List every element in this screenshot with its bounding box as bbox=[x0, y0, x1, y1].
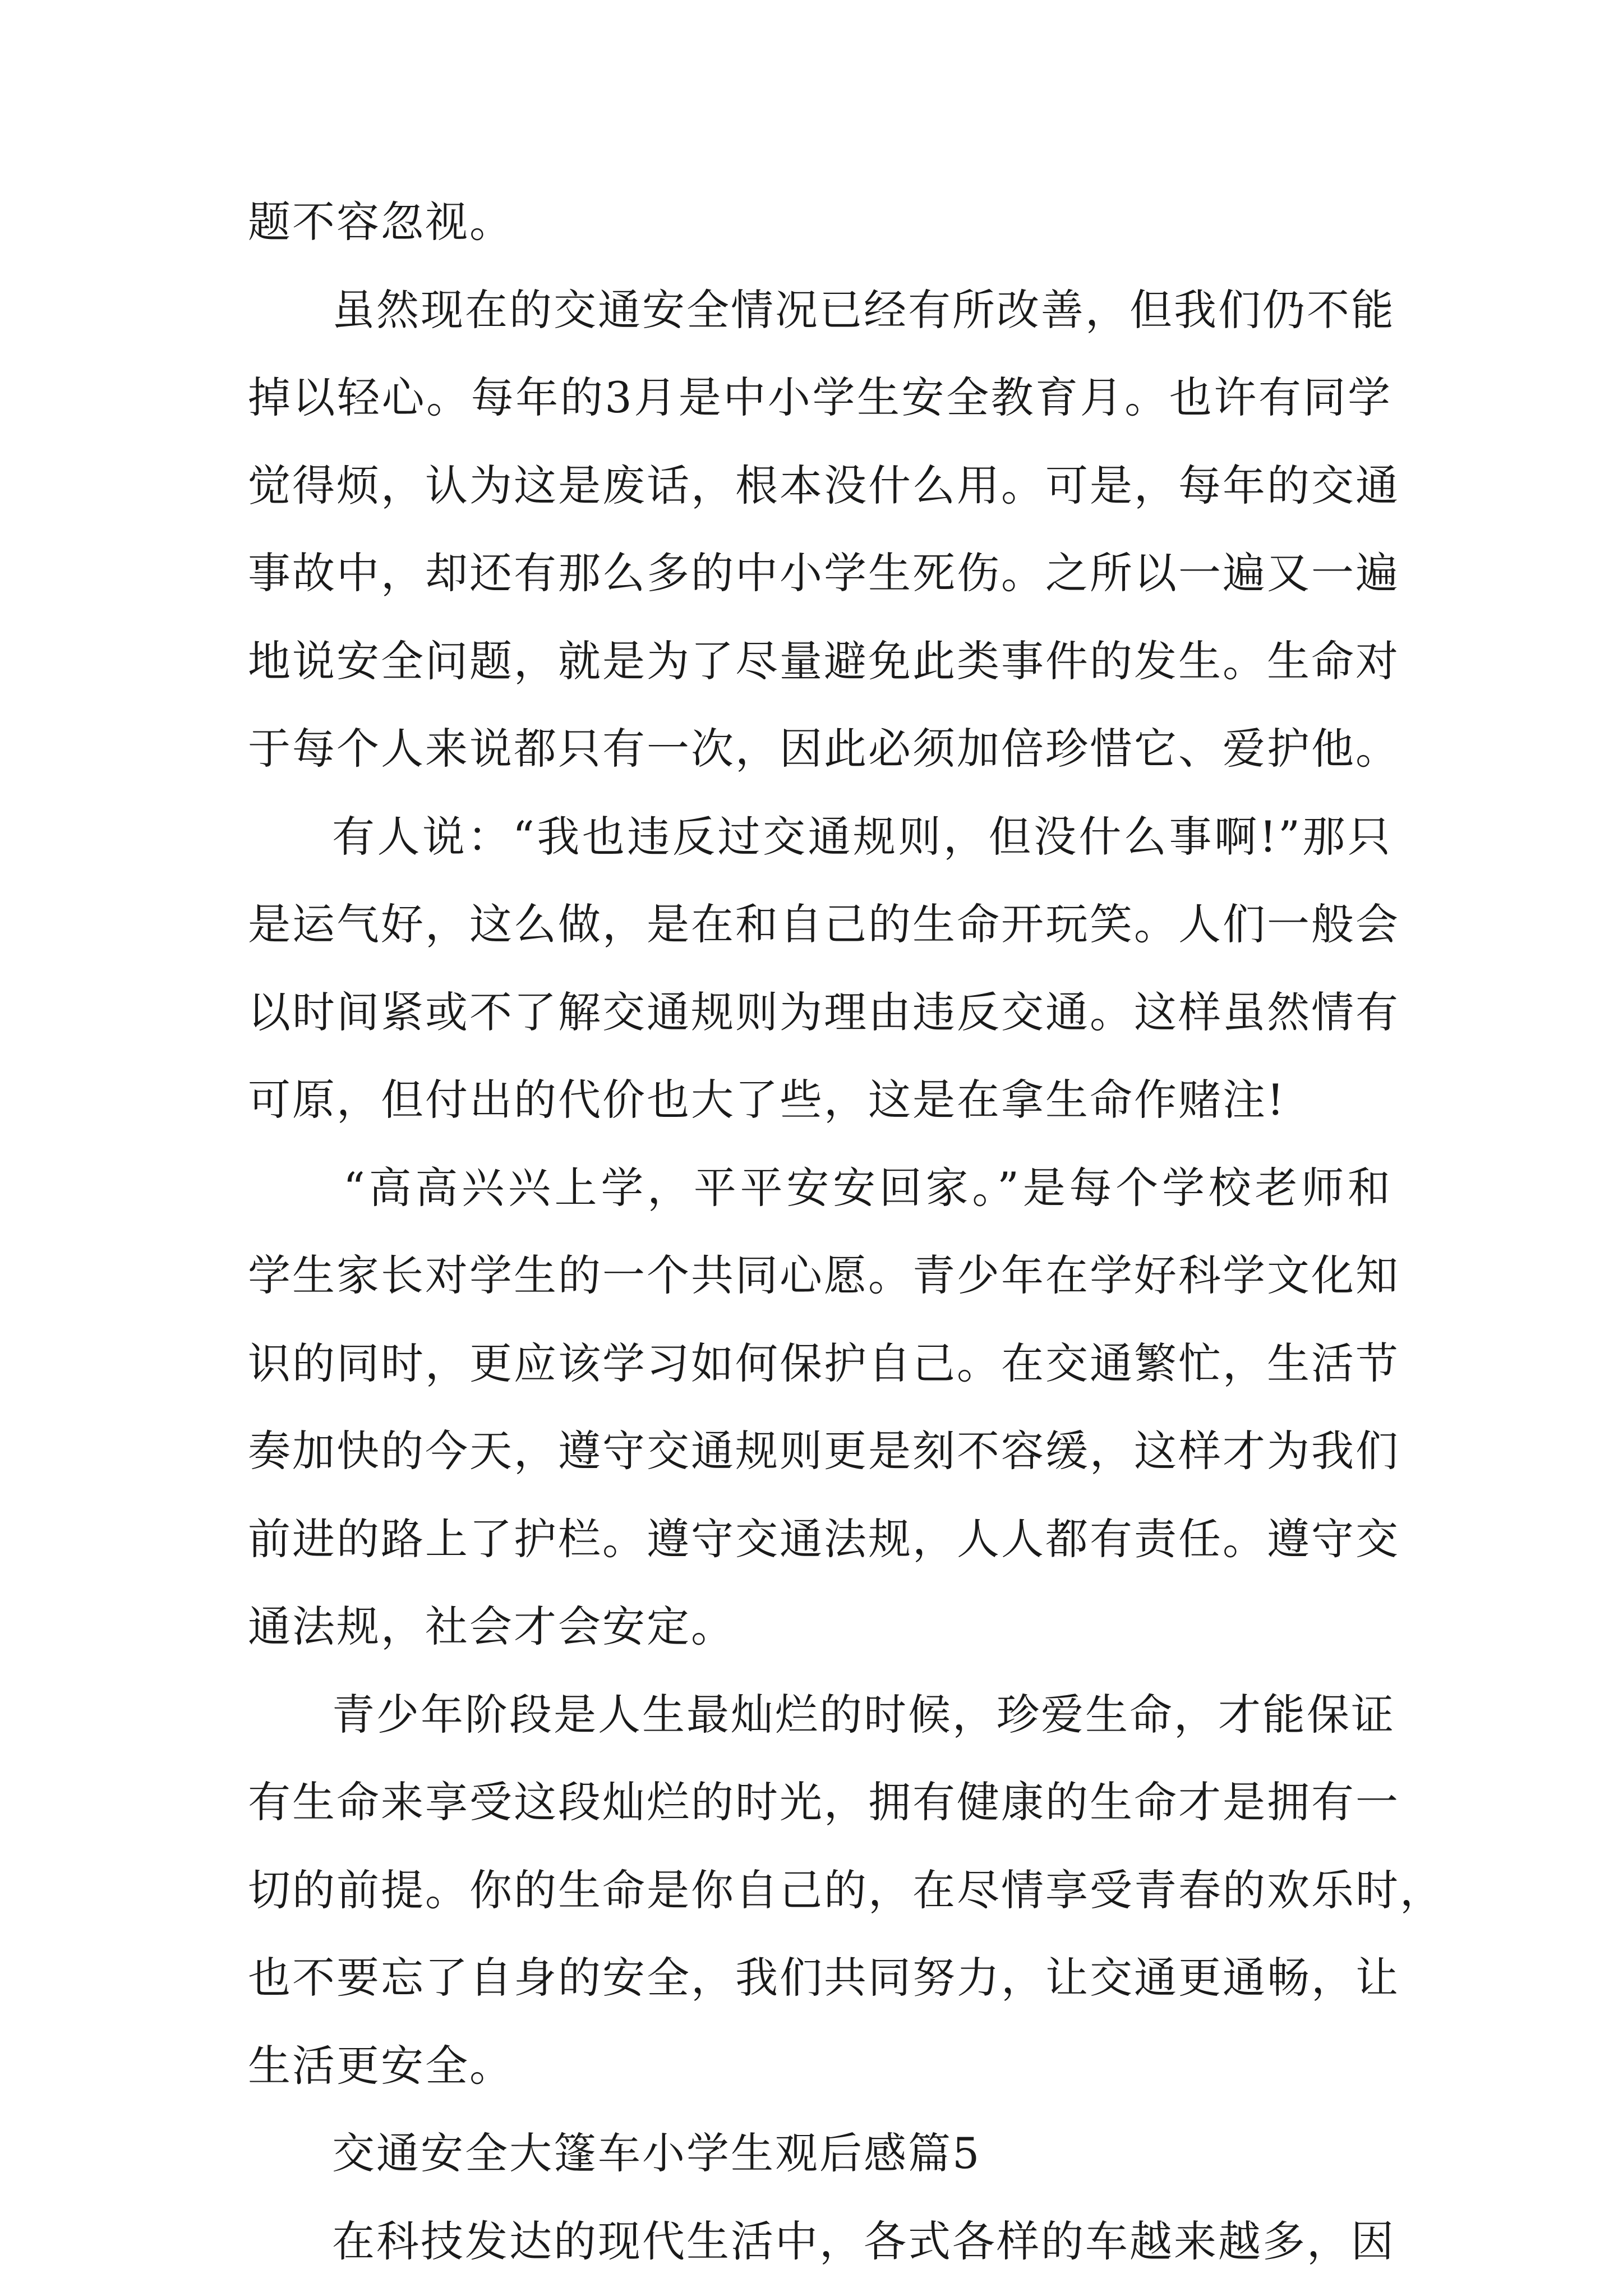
text-line: 题不容忽视。 bbox=[248, 197, 514, 247]
text-line: 也不要忘了自身的安全，我们共同努力，让交通更通畅，让 bbox=[248, 1953, 1400, 2003]
text-line: 前进的路上了护栏。遵守交通法规，人人都有责任。遵守交 bbox=[248, 1513, 1400, 1564]
text-line: 切的前提。你的生命是你自己的，在尽情享受青春的欢乐时， bbox=[248, 1865, 1444, 1915]
text-line: 有生命来享受这段灿烂的时光，拥有健康的生命才是拥有一 bbox=[248, 1777, 1400, 1827]
section-heading: 交通安全大篷车小学生观后感篇5 bbox=[332, 2128, 981, 2178]
text-line: 学生家长对学生的一个共同心愿。青少年在学好科学文化知 bbox=[248, 1250, 1400, 1300]
text-line: 虽然现在的交通安全情况已经有所改善，但我们仍不能 bbox=[332, 284, 1395, 335]
text-line: 通法规，社会才会安定。 bbox=[248, 1602, 735, 1651]
text-line: 可原，但付出的代价也大了些，这是在拿生命作赌注! bbox=[248, 1075, 1286, 1125]
text-line: 以时间紧或不了解交通规则为理由违反交通。这样虽然情有 bbox=[248, 987, 1400, 1037]
text-line: 生活更安全。 bbox=[248, 2040, 514, 2091]
document-body bbox=[248, 178, 1444, 2285]
text-line: “高高兴兴上学，平平安安回家。”是每个学校老师和 bbox=[343, 1162, 1392, 1213]
text-line: 青少年阶段是人生最灿烂的时候，珍爱生命，才能保证 bbox=[332, 1689, 1395, 1740]
text-line: 奏加快的今天，遵守交通规则更是刻不容缓，这样才为我们 bbox=[248, 1426, 1400, 1476]
text-line: 掉以轻心。每年的3月是中小学生安全教育月。也许有同学 bbox=[248, 372, 1392, 422]
text-line: 在科技发达的现代生活中，各式各样的车越来越多，因 bbox=[332, 2216, 1395, 2266]
text-line: 有人说：“我也违反过交通规则，但没什么事啊!”那只 bbox=[332, 811, 1392, 862]
text-line: 是运气好，这么做，是在和自己的生命开玩笑。人们一般会 bbox=[248, 899, 1400, 949]
text-line: 地说安全问题，就是为了尽量避免此类事件的发生。生命对 bbox=[248, 636, 1400, 686]
text-line: 识的同时，更应该学习如何保护自己。在交通繁忙，生活节 bbox=[248, 1338, 1400, 1388]
text-line: 于每个人来说都只有一次，因此必须加倍珍惜它、爱护他。 bbox=[248, 724, 1400, 774]
text-line: 事故中，却还有那么多的中小学生死伤。之所以一遍又一遍 bbox=[248, 548, 1400, 598]
text-line: 觉得烦，认为这是废话，根本没什么用。可是，每年的交通 bbox=[248, 460, 1400, 510]
